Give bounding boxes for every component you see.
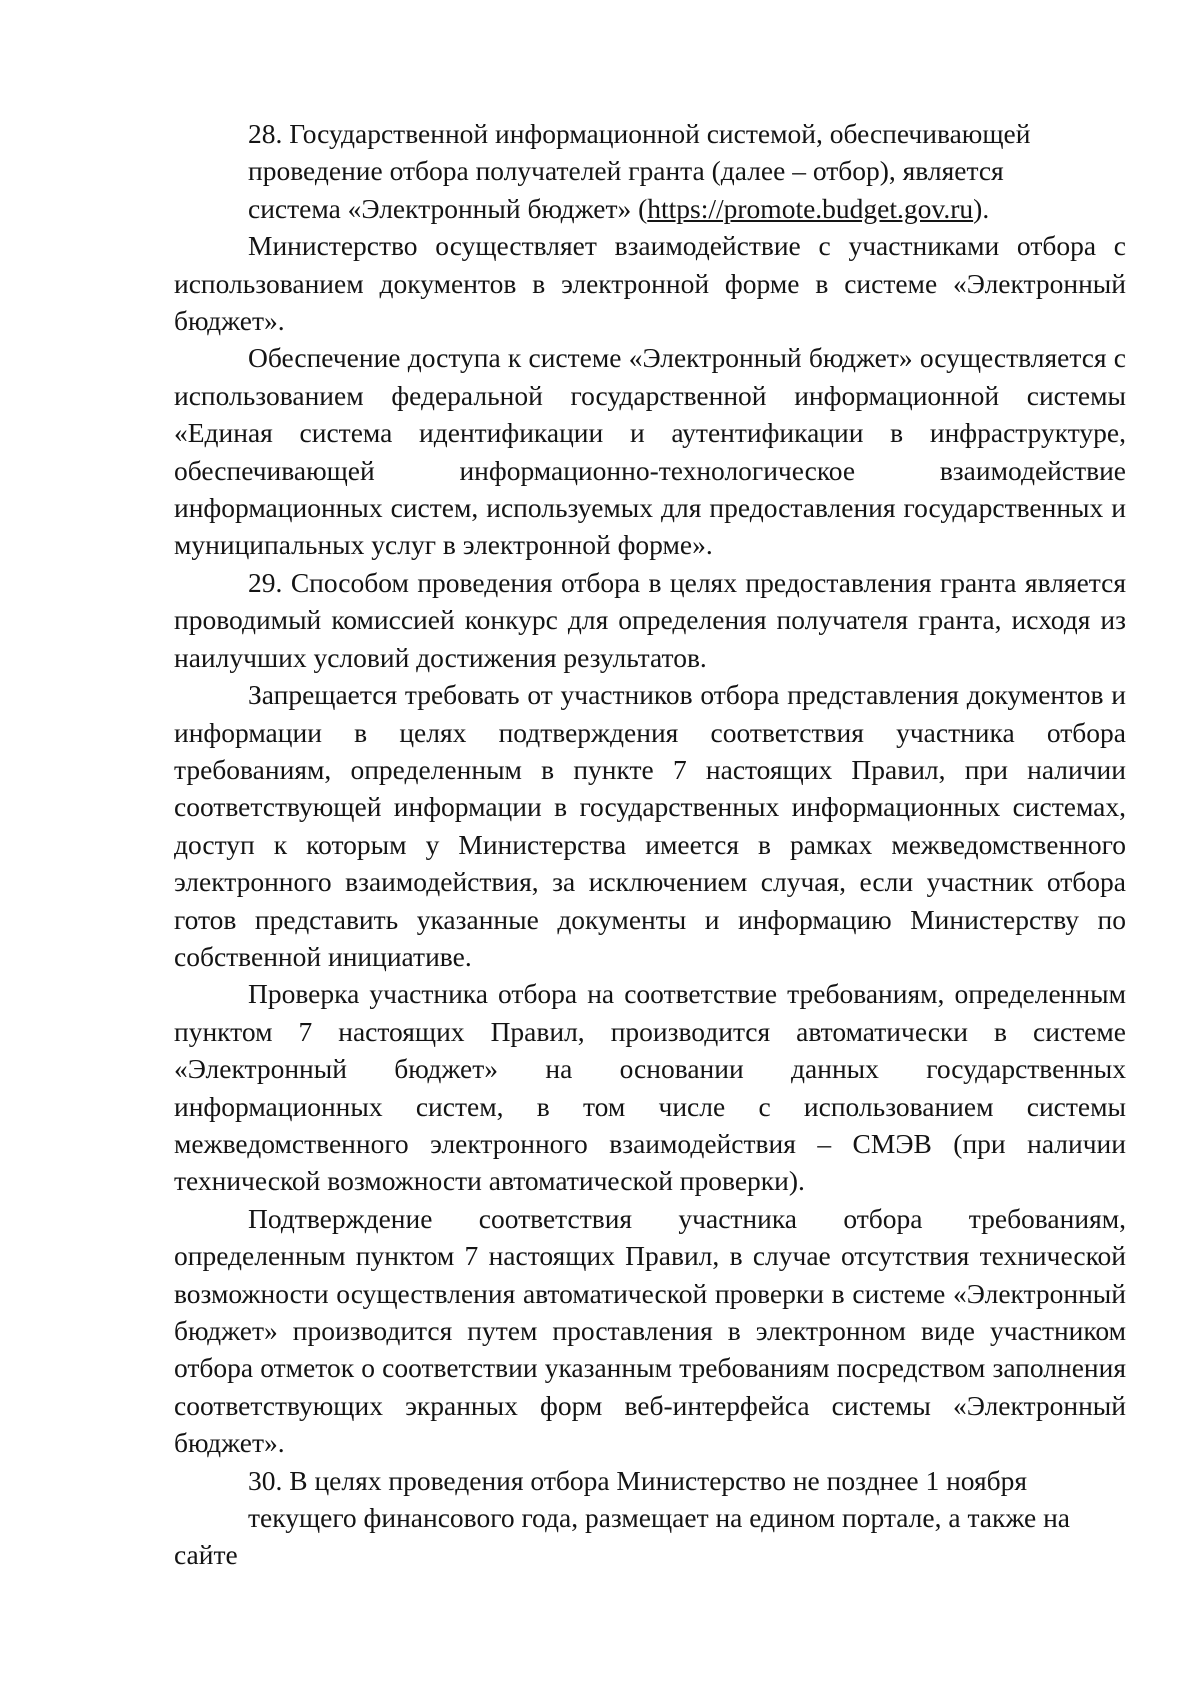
paragraph-28-line-3: [248, 190, 1126, 227]
paragraph-29: 29. Способом проведения отбора в целях предоставления гранта является проводимый комиссией конкурс для определения получателя гранта, исходя из наилучших условий достижения результатов.: [174, 566, 1126, 673]
paragraph-28-line-1: 28. Государственной информационной системой, обеспечивающей: [248, 118, 1031, 149]
document-body: [174, 115, 1126, 1574]
line-3-suffix: ).: [973, 192, 990, 224]
paragraph-confirmation: Подтверждение соответствия участника отбора требованиям, определенным пунктом 7 настоящих Правил, в случае отсутствия технической возможности осуществления автоматической проверки в системе «Электронный бюджет» производится путем проставления в электронном виде участником отбора отметок о соответствии указанным требованиям посредством заполнения соответствующих экранных форм веб-интерфейса системы «Электронный бюджет».: [174, 1202, 1126, 1459]
paragraph-verification: Проверка участника отбора на соответствие требованиям, определенным пунктом 7 настоящих Правил, производится автоматически в системе «Электронный бюджет» на основании данных государственных информационных систем, в том числе с использованием системы межведомственного электронного взаимодействия – СМЭВ (при наличии технической возможности автоматической проверки).: [174, 978, 1126, 1197]
budget-portal-link[interactable]: https://promote.budget.gov.ru: [647, 192, 974, 224]
paragraph-prohibition: Запрещается требовать от участников отбора представления документов и информации в целях подтверждения соответствия участника отбора требованиям, определенным в пункте 7 настоящих Правил, при наличии соответствующей информации в государственных информационных системах, доступ к которым у Министерства имеется в рамках межведомственного электронного взаимодействия, за исключением случая, если участник отбора готов представить указанные документы и информацию Министерству по собственной инициативе.: [174, 679, 1126, 972]
line-3-prefix: система «Электронный бюджет» (: [248, 192, 648, 224]
paragraph-access: Обеспечение доступа к системе «Электронный бюджет» осуществляется с использованием федеральной государственной информационной системы «Единая система идентификации и аутентификации в инфраструктуре, обеспечивающей информационно-технологическое взаимодействие информационных систем, используемых для предоставления государственных и муниципальных услуг в электронной форме».: [174, 342, 1126, 561]
paragraph-interaction: Министерство осуществляет взаимодействие с участниками отбора с использованием документов в электронной форме в системе «Электронный бюджет».: [174, 230, 1126, 337]
paragraph-28-line-2: проведение отбора получателей гранта (далее – отбор), является: [248, 155, 1004, 187]
paragraph-28: [174, 115, 1126, 227]
paragraph-30-line-1: 30. В целях проведения отбора Министерство не позднее 1 ноября: [248, 1464, 1028, 1496]
paragraph-30: [174, 1462, 1126, 1574]
paragraph-30-line-2: текущего финансового года, размещает на едином портале, а также на сайте: [174, 1502, 1071, 1571]
